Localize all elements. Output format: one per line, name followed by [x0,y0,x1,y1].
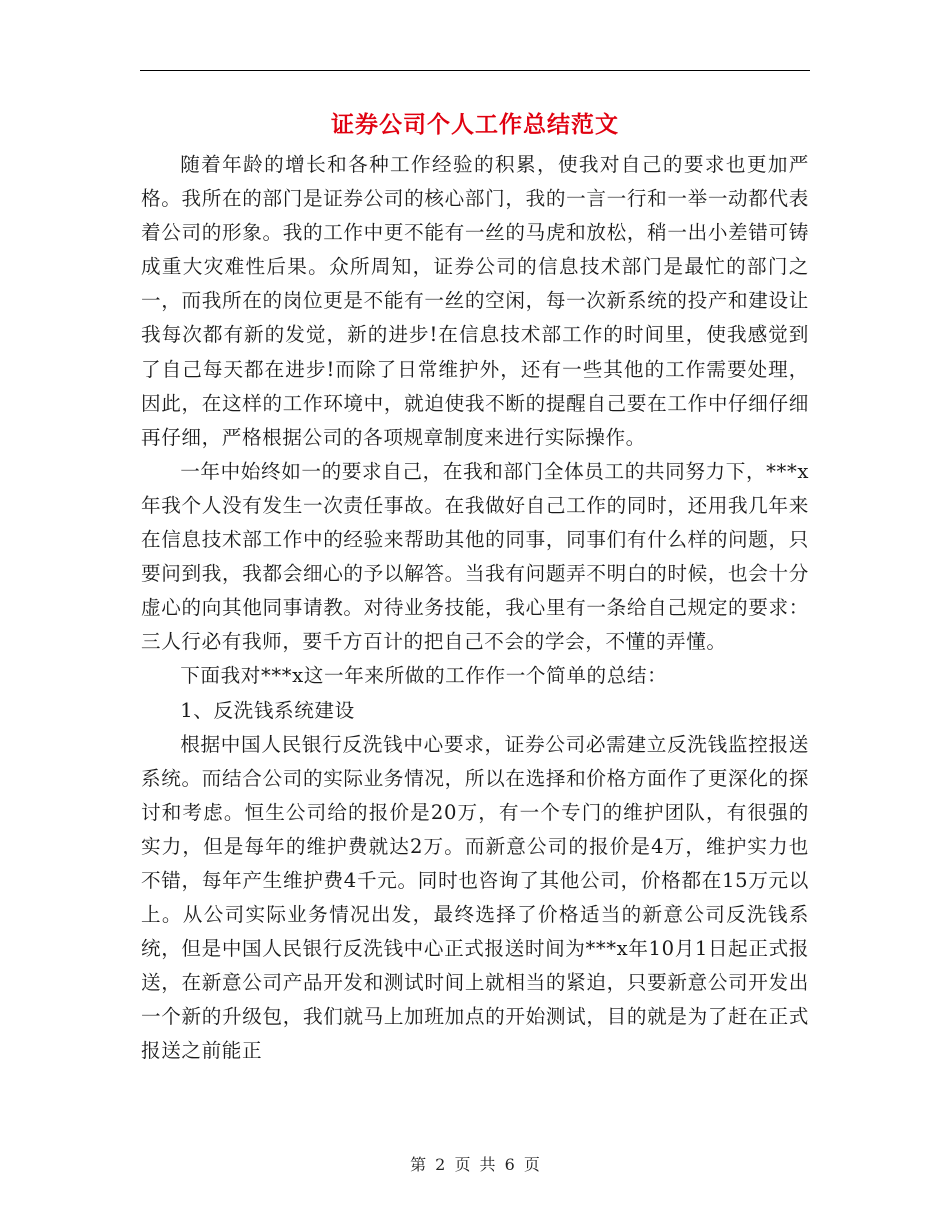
body-paragraph: 根据中国人民银行反洗钱中心要求，证券公司必需建立反洗钱监控报送系统。而结合公司的实际业务情况，所以在选择和价格方面作了更深化的探讨和考虑。恒生公司给的报价是20万，有一个专门的维护团队，有很强的实力，但是每年的维护费就达2万。而新意公司的报价是4万，维护实力也不错，每年产生维护费4千元。同时也咨询了其他公司，价格都在15万元以上。从公司实际业务情况出发，最终选择了价格适当的新意公司反洗钱系统，但是中国人民银行反洗钱中心正式报送时间为***x年10月1日起正式报送，在新意公司产品开发和测试时间上就相当的紧迫，只要新意公司开发出一个新的升级包，我们就马上加班加点的开始测试，目的就是为了赶在正式报送之前能正 [141,732,809,1063]
section-heading: 1、反洗钱系统建设 [180,698,355,722]
document-body [141,148,809,1069]
body-paragraph: 一年中始终如一的要求自己，在我和部门全体员工的共同努力下，***x年我个人没有发生一次责任事故。在我做好自己工作的同时，还用我几年来在信息技术部工作中的经验来帮助其他的同事，同事们有什么样的问题，只要问到我，我都会细心的予以解答。当我有问题弄不明白的时候，也会十分虚心的向其他同事请教。对待业务技能，我心里有一条给自己规定的要求：三人行必有我师，要千方百计的把自己不会的学会，不懂的弄懂。 [141,459,809,654]
header-rule [140,70,810,71]
document-title: 证券公司个人工作总结范文 [331,111,619,138]
page-footer: 第 2 页 共 6 页 [410,1155,540,1174]
body-paragraph: 下面我对***x这一年来所做的工作作一个简单的总结： [180,664,668,688]
body-paragraph: 随着年龄的增长和各种工作经验的积累，使我对自己的要求也更加严格。我所在的部门是证券公司的核心部门，我的一言一行和一举一动都代表着公司的形象。我的工作中更不能有一丝的马虎和放松，稍一出小差错可铸成重大灾难性后果。众所周知，证券公司的信息技术部门是最忙的部门之一，而我所在的岗位更是不能有一丝的空闲，每一次新系统的投产和建设让我每次都有新的发觉，新的进步!在信息技术部工作的时间里，使我感觉到了自己每天都在进步!而除了日常维护外，还有一些其他的工作需要处理，因此，在这样的工作环境中，就迫使我不断的提醒自己要在工作中仔细仔细再仔细，严格根据公司的各项规章制度来进行实际操作。 [141,153,809,449]
